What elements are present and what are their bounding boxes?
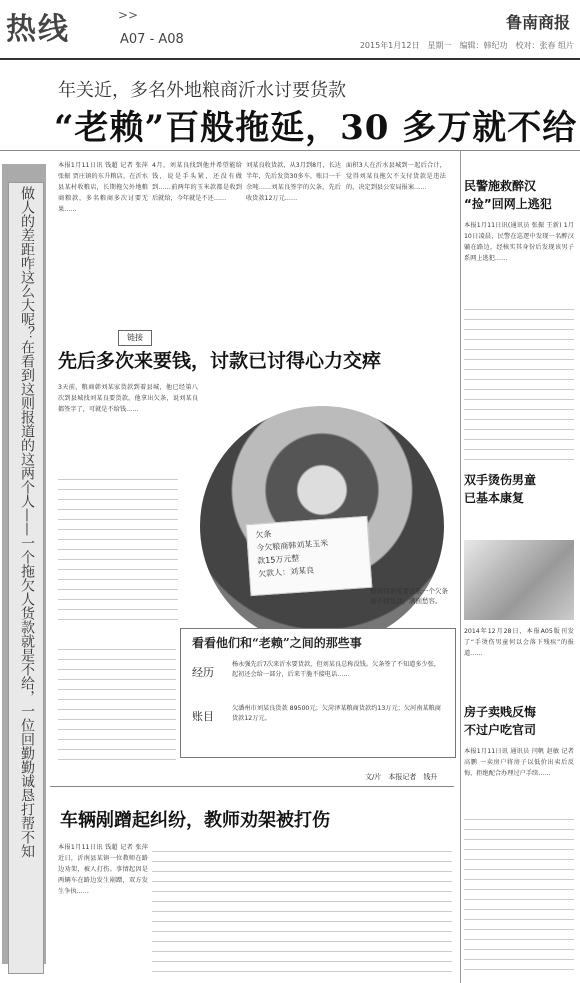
info-title: 看看他们和“老赖”之间的那些事 (192, 636, 362, 650)
lead-kicker: 年关近，多名外地粮商沂水讨要货款 (58, 80, 346, 101)
right-body-2: 2014年12月28日，本报A05版刊发了“手烫伤男童何以会落下残疾”的报道…… (464, 628, 574, 657)
commentary-text: 做人的差距咋这么大呢？在看到这则报道的这两个人——一个拖欠人货款就是不给，一位回勤勤诚恳打帮不知 (19, 186, 35, 858)
right-head-2: 双手烫伤男童 (464, 473, 537, 487)
iou-note-text (247, 517, 371, 585)
section-title: 热线 (6, 12, 70, 47)
lead-col-1: 本报1月11日讯 钱超 记者 张萍 张振 贾庄镇的东升粮店，在沂水县某村收粮店，长期拖欠外地粮商粮款，多名粮商多次讨要无果…… (58, 162, 148, 213)
sub2-col-1: 本报1月11日讯 钱超 记者 张萍 近日，沂南县某镇一位教师在路边劝架，被人打伤。事情起因是两辆车在路边发生剐蹭，双方发生争执…… (58, 844, 148, 895)
top-rule (0, 58, 580, 60)
lead-col-3: 刘某良收货款，从3月到8月，长达半年，先后发货30多车，账目一千余吨……刘某良签字的欠条，先后收货款12万元…… (246, 162, 341, 202)
info-label-account: 账目 (192, 710, 214, 723)
sub1-body: 3天前，粮商韩刘某家货款到着县城，他已经第八次到县城找刘某良要货款。他拿出欠条，说刘某良都签字了，可就是不给钱…… (58, 384, 198, 413)
right-head-3b: 不过户吃官司 (464, 723, 537, 737)
page-range: A07 - A08 (120, 32, 184, 47)
subhead-2: 车辆剐蹭起纠纷，教师劝架被打伤 (60, 810, 330, 831)
iou-note (246, 516, 373, 596)
right-body-3: 本报1月11日讯 通讯员 闫帆 赵敏 记者 高鹏 一卖房户将房子以低价出卖后反悔，拒绝配合办理过户手续…… (464, 748, 574, 777)
right-body-3-lines (464, 810, 574, 970)
lead-headline: “老赖”百般拖延，30 多万就不给 (54, 108, 578, 148)
sub2-cols (152, 842, 452, 972)
note-line: 欠款人：刘某良 (257, 565, 315, 579)
right-body-1: 本报1月11日讯(通讯员 张振 王新) 1月10日凌晨，民警在巡逻中发现一名醉汉躺在路边，经核实其身份后发现该男子系网上逃犯…… (464, 222, 574, 262)
issue-info: 2015年1月12日 星期一 编辑：韩纪功 校对：张春 组片 (359, 41, 574, 50)
note-line: 款15万元整 (256, 553, 300, 566)
note-line: 今欠粮商韩刘某玉米 (256, 538, 329, 553)
right-head-3: 房子卖贱反悔 (464, 705, 537, 719)
subhead-1: 先后多次来要钱，讨款已讨得心力交瘁 (58, 350, 382, 372)
section-rule (50, 786, 454, 787)
info-text-account: 欠潘州市刘某良货款 89500元；欠菏泽某粮商货款约13万元；欠河南某粮商货款12万元。 (232, 705, 441, 722)
link-tag: 链接 (118, 330, 152, 346)
right-head-2b: 已基本康复 (464, 491, 525, 505)
boy-photo (464, 540, 574, 620)
info-text-experience: 杨永强先后7次来沂水要货款，但刘某良总称没钱。欠条签了不知道多少张，起初还会给一部分，后来干脆不接电话…… (232, 661, 441, 678)
right-head-1b: “捡”回网上逃犯 (464, 197, 552, 211)
lead-col-4: 面积3人在沂水县城到一起后合计，觉得刘某良拖欠不支付货款是违法的，决定到县公安局报案…… (346, 162, 446, 191)
sub1-body-lines-2 (58, 640, 176, 760)
byline: 文/片 本报记者 钱升 (365, 773, 438, 781)
right-body-1-lines (464, 300, 574, 460)
sub1-body-lines (58, 470, 178, 620)
lead-col-2: 4月，刘某良找到他并希望能给钱，说是手头紧，还没有做到……前两年的玉米款都是收到后就给，今年就是不还…… (152, 162, 242, 202)
right-head-1: 民警施救醉汉 (464, 179, 537, 193)
photo-caption: 粮商韩刘某要去张一个欠条拿不到货款，满面愁容。 (370, 587, 448, 605)
info-label-experience: 经历 (192, 666, 214, 679)
note-line: 欠条 (255, 529, 272, 540)
section-arrow: >> (118, 8, 139, 22)
newspaper-name: 鲁南商报 (505, 13, 570, 32)
